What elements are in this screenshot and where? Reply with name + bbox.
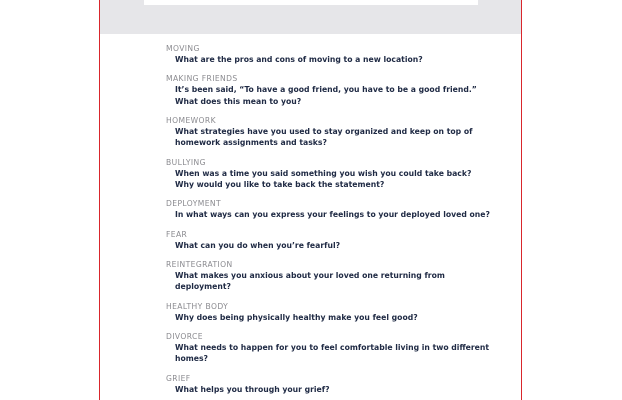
topic-item <box>166 230 506 251</box>
topic-label: DEPLOYMENT <box>166 199 222 209</box>
topic-question: In what ways can you express your feelings to your deployed loved one? <box>175 210 490 220</box>
topic-question: What strategies have you used to stay organized and keep on top of homework assignments and tasks? <box>175 126 473 148</box>
topic-item <box>166 302 506 323</box>
topic-label: HOMEWORK <box>166 115 216 125</box>
topic-question: What needs to happen for you to feel comfortable living in two different homes? <box>175 342 490 364</box>
topic-question: What makes you anxious about your loved one returning from deployment? <box>175 270 445 292</box>
topic-question: It’s been said, “To have a good friend, you have to be a good friend.” What does this mean to you? <box>175 85 477 106</box>
topic-item <box>166 116 506 148</box>
topic-question: When was a time you said something you wish you could take back? Why would you like to take back the statement? <box>175 168 472 189</box>
topic-item <box>166 332 506 364</box>
topic-question: What can you do when you’re fearful? <box>175 240 341 250</box>
topic-label: BULLYING <box>166 157 206 167</box>
topic-item <box>166 158 506 190</box>
topic-question: What are the pros and cons of moving to a new location? <box>175 55 423 64</box>
topic-item <box>166 44 506 65</box>
topic-label: MOVING <box>166 44 200 53</box>
topic-label: FEAR <box>166 229 188 239</box>
topic-item <box>166 374 506 395</box>
topic-label: REINTEGRATION <box>166 259 233 269</box>
topic-label: GRIEF <box>166 373 191 383</box>
topic-question: Why does being physically healthy make you feel good? <box>175 312 418 322</box>
topic-item <box>166 260 506 292</box>
topic-item <box>166 74 506 106</box>
topic-label: MAKING FRIENDS <box>166 74 238 84</box>
topic-item <box>166 199 506 220</box>
header-band <box>100 0 521 34</box>
header-card <box>144 0 478 5</box>
document-page <box>99 0 522 400</box>
topic-label: HEALTHY BODY <box>166 301 229 311</box>
topic-list <box>166 44 506 400</box>
topic-label: DIVORCE <box>166 331 203 341</box>
topic-question: What helps you through your grief? <box>175 384 330 394</box>
